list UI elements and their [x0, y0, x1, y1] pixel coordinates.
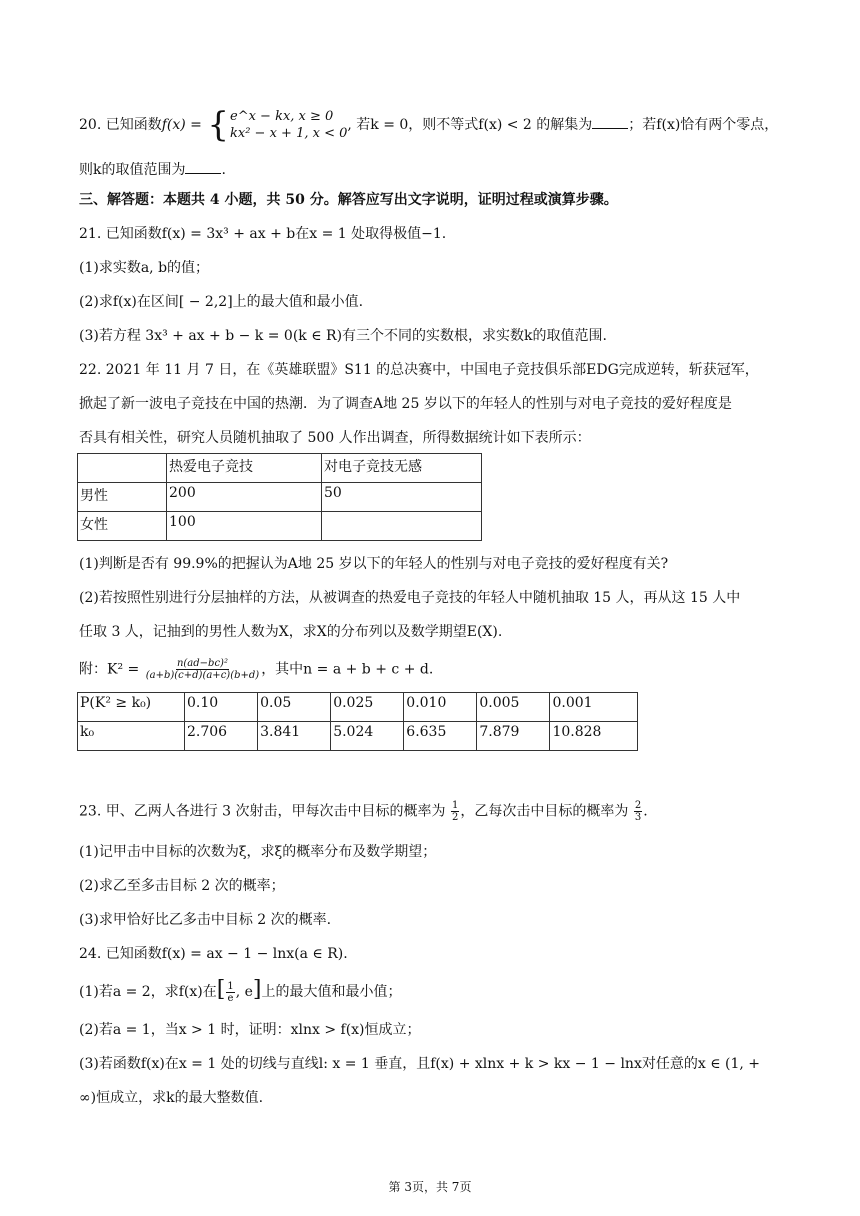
- table-cell: 热爱电子竞技: [167, 454, 322, 483]
- q23-part2: (2)求乙至多击目标 2 次的概率；: [79, 878, 285, 894]
- q21-part2: (2)求f(x)在区间[ − 2,2]上的最大值和最小值.: [79, 294, 364, 310]
- section-heading: 三、解答题：本题共 4 小题，共 50 分。解答应写出文字说明，证明过程或演算步骤。: [79, 192, 618, 208]
- table-cell: [78, 454, 167, 483]
- left-brace: {: [207, 105, 229, 145]
- table-row: [78, 512, 482, 541]
- left-bracket: [: [216, 977, 226, 1002]
- fraction-one-over-e: [226, 981, 234, 1004]
- table-cell: 0.05: [258, 693, 331, 722]
- q21-part3: (3)若方程 3x³ + ax + b − k = 0(k ∈ R)有三个不同的实数根，求实数k的取值范围.: [79, 328, 607, 344]
- q23-stem-b: ，乙每次击中目标的概率为: [460, 803, 629, 820]
- case-2: kx² − x + 1, x < 0: [230, 126, 348, 141]
- table-row: [78, 454, 482, 483]
- q22-part1: (1)判断是否有 99.9%的把握认为A地 25 岁以下的年轻人的性别与对电子竞技的爱好程度有关?: [79, 556, 669, 572]
- piecewise-cases: [230, 108, 347, 142]
- fraction-two-thirds: [634, 800, 642, 823]
- q20-second-part: ；若f(x)恰有两个零点，: [628, 117, 779, 133]
- critical-value-table: [77, 692, 638, 751]
- table-cell: 7.879: [477, 722, 550, 751]
- table-cell: 对电子竞技无感: [322, 454, 482, 483]
- frac-denominator: 2: [451, 812, 459, 823]
- q21-part1: (1)求实数a, b的值；: [79, 260, 210, 276]
- table-cell: 10.828: [550, 722, 638, 751]
- table-cell: 0.010: [404, 693, 477, 722]
- piecewise-function: [206, 105, 348, 145]
- q24-part1-b: , e: [235, 984, 253, 1000]
- q20-end: .: [221, 162, 226, 178]
- q20-prefix: 20. 已知函数: [79, 117, 162, 133]
- table-cell: 0.025: [331, 693, 404, 722]
- q24-part1: [79, 977, 402, 1004]
- survey-table: [77, 453, 482, 541]
- table-cell: 5.024: [331, 722, 404, 751]
- table-cell: 3.841: [258, 722, 331, 751]
- table-cell: [322, 512, 482, 541]
- q23-part3: (3)求甲恰好比乙多击中目标 2 次的概率.: [79, 912, 332, 928]
- table-row: [78, 693, 638, 722]
- q22-stem-line3: 否具有相关性，研究人员随机抽取了 500 人作出调查，所得数据统计如下表所示：: [79, 430, 591, 446]
- q20-line2: [79, 159, 226, 180]
- table-cell: 男性: [78, 483, 167, 512]
- table-cell: k₀: [78, 722, 185, 751]
- frac-denominator: e: [227, 992, 234, 1004]
- q21-stem: 21. 已知函数f(x) = 3x³ + ax + b在x = 1 处取得极值−1.: [79, 226, 447, 242]
- right-bracket: ]: [252, 977, 262, 1002]
- formula-denominator: (a+b)(c+d)(a+c)(b+d): [145, 670, 260, 681]
- q24-part3-line2: ∞)恒成立，求k的最大整数值.: [79, 1090, 264, 1106]
- fraction-one-half: [451, 800, 459, 823]
- q20-fx: f(x) =: [161, 117, 202, 133]
- appendix-suffix: ，其中n = a + b + c + d.: [261, 661, 434, 678]
- table-cell: 100: [167, 512, 322, 541]
- q24-stem: 24. 已知函数f(x) = ax − 1 − lnx(a ∈ R).: [79, 946, 348, 962]
- table-cell: 200: [167, 483, 322, 512]
- case-1: e^x − kx, x ≥ 0: [230, 109, 334, 124]
- frac-numerator: 1: [451, 800, 459, 811]
- q22-stem-line2: 掀起了新一波电子竞技在中国的热潮．为了调查A地 25 岁以下的年轻人的性别与对电子竞技的爱好程度是: [79, 396, 732, 412]
- page-footer: 第 3页，共 7页: [388, 1180, 472, 1194]
- table-cell: 50: [322, 483, 482, 512]
- frac-numerator: 2: [634, 800, 642, 811]
- q20-condition: , 若k = 0，则不等式f(x) < 2 的解集为: [347, 117, 593, 133]
- q22-part2-line1: (2)若按照性别进行分层抽样的方法，从被调查的热爱电子竞技的年轻人中随机抽取 15 人，再从这 15 人中: [79, 590, 741, 606]
- q20-line2-text: 则k的取值范围为: [79, 162, 186, 178]
- q23-part1: (1)记甲击中目标的次数为ξ，求ξ的概率分布及数学期望；: [79, 844, 437, 860]
- table-row: [78, 722, 638, 751]
- q24-part2: (2)若a = 1，当x > 1 时，证明：xlnx > f(x)恒成立；: [79, 1022, 421, 1038]
- frac-numerator: 1: [227, 980, 234, 992]
- q23-stem-end: .: [643, 803, 648, 820]
- q22-part2-line2: 任取 3 人，记抽到的男性人数为X，求X的分布列以及数学期望E(X).: [79, 624, 503, 640]
- q24-part1-a: (1)若a = 2，求f(x)在: [79, 984, 217, 1000]
- q23-stem-a: 23. 甲、乙两人各进行 3 次射击，甲每次击中目标的概率为: [79, 803, 446, 820]
- q24-part1-c: 上的最大值和最小值；: [261, 984, 402, 1000]
- q22-appendix: [79, 658, 433, 681]
- table-cell: 0.005: [477, 693, 550, 722]
- frac-denominator: 3: [634, 812, 642, 823]
- table-cell: 2.706: [185, 722, 258, 751]
- q20-line1: [79, 105, 779, 145]
- q23-stem: [79, 800, 648, 823]
- table-cell: 女性: [78, 512, 167, 541]
- q22-stem-line1: 22. 2021 年 11 月 7 日，在《英雄联盟》S11 的总决赛中，中国电子竞技俱乐部EDG完成逆转，斩获冠军，: [79, 362, 759, 378]
- answer-blank-2: [185, 159, 221, 174]
- table-cell: 0.10: [185, 693, 258, 722]
- formula-numerator: n(ad−bc)²: [176, 658, 228, 669]
- table-row: [78, 483, 482, 512]
- appendix-prefix: 附：K² =: [79, 661, 140, 678]
- table-cell: 6.635: [404, 722, 477, 751]
- k2-formula: [145, 658, 260, 681]
- answer-blank-1: [592, 114, 628, 129]
- q24-part3-line1: (3)若函数f(x)在x = 1 处的切线与直线l: x = 1 垂直，且f(x) + xlnx + k > kx − 1 − lnx对任意的x ∈ (1, +: [79, 1056, 761, 1072]
- table-cell: P(K² ≥ k₀): [78, 693, 185, 722]
- table-cell: 0.001: [550, 693, 638, 722]
